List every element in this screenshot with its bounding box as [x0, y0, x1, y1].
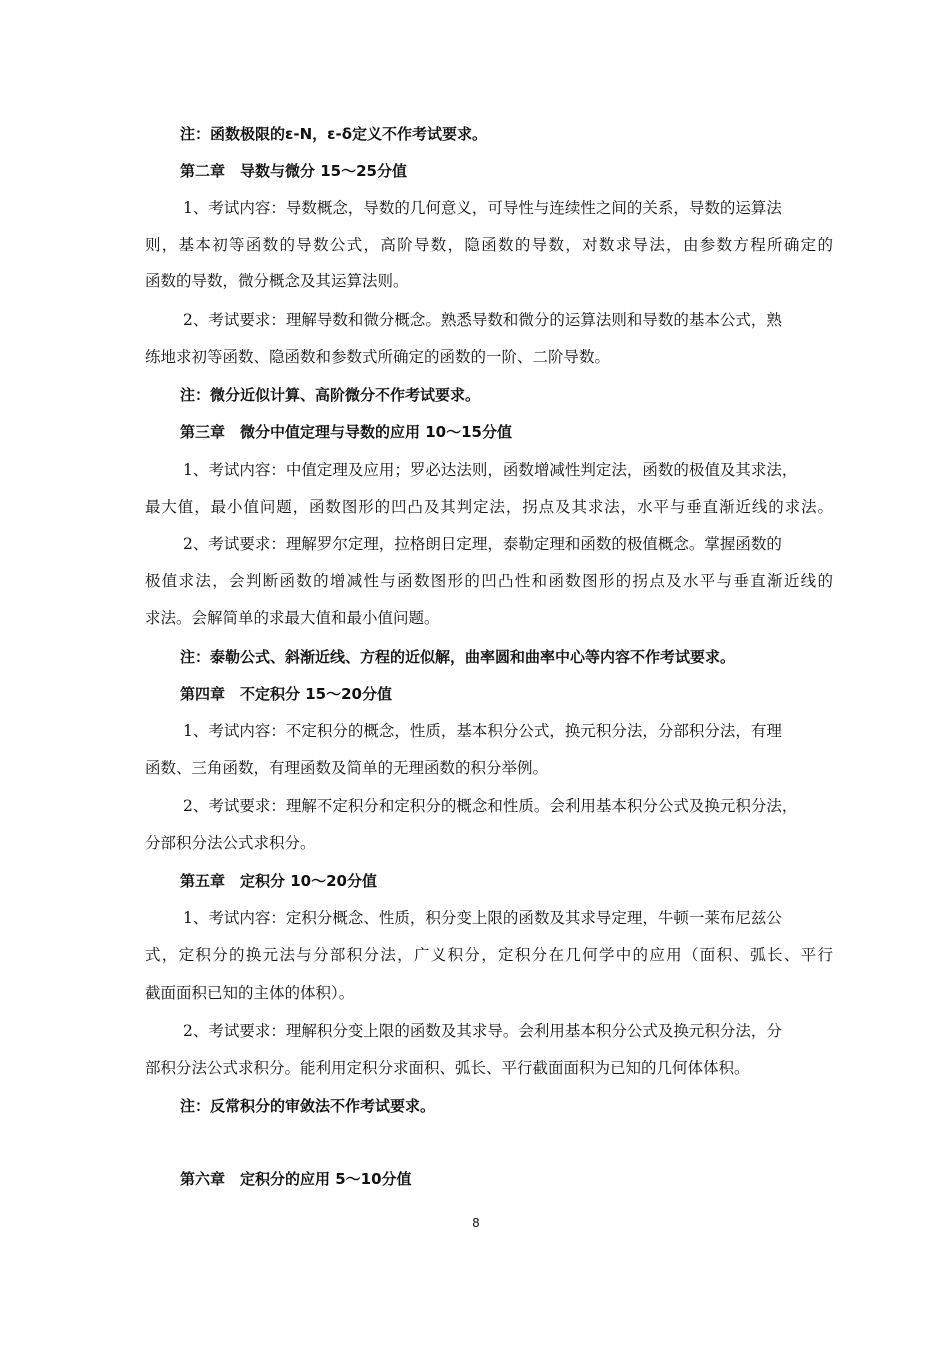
note-differential: 注：微分近似计算、高阶微分不作考试要求。 — [180, 386, 481, 404]
ch4-content-line-2: 函数、三角函数，有理函数及简单的无理函数的积分举例。 — [145, 759, 549, 777]
ch2-content-line-1: 1、考试内容：导数概念，导数的几何意义，可导性与连续性之间的关系，导数的运算法 — [183, 199, 782, 217]
ch5-content-line-3: 截面面积已知的主体的体积）。 — [145, 984, 355, 1002]
ch4-requirement-line-1: 2、考试要求：理解不定积分和定积分的概念和性质。会利用基本积分公式及换元积分法， — [183, 797, 798, 815]
chapter-6-heading: 第六章 定积分的应用 5～10分值 — [180, 1170, 412, 1188]
ch2-content-line-3: 函数的导数，微分概念及其运算法则。 — [145, 272, 409, 290]
ch3-requirement-line-1: 2、考试要求：理解罗尔定理，拉格朗日定理，泰勒定理和函数的极值概念。掌握函数的 — [183, 535, 782, 553]
ch3-requirement-line-2: 极值求法，会判断函数的增减性与函数图形的凹凸性和函数图形的拐点及水平与垂直渐近线的 — [145, 572, 833, 590]
chapter-4-heading: 第四章 不定积分 15～20分值 — [180, 685, 392, 703]
ch2-requirement-line-2: 练地求初等函数、隐函数和参数式所确定的函数的一阶、二阶导数。 — [145, 348, 611, 366]
note-improper-integral: 注：反常积分的审敛法不作考试要求。 — [180, 1097, 436, 1115]
ch3-content-line-2: 最大值，最小值问题，函数图形的凹凸及其判定法，拐点及其求法，水平与垂直渐近线的求法。 — [145, 498, 833, 516]
note-taylor: 注：泰勒公式、斜渐近线、方程的近似解，曲率圆和曲率中心等内容不作考试要求。 — [180, 648, 736, 666]
ch3-content-line-1: 1、考试内容：中值定理及应用；罗必达法则，函数增减性判定法，函数的极值及其求法， — [183, 461, 798, 479]
ch2-requirement-line-1: 2、考试要求：理解导数和微分概念。熟悉导数和微分的运算法则和导数的基本公式，熟 — [183, 311, 782, 329]
ch5-content-line-2: 式，定积分的换元法与分部积分法，广义积分，定积分在几何学中的应用（面积、弧长、平行 — [145, 946, 833, 964]
ch5-content-line-1: 1、考试内容：定积分概念、性质，积分变上限的函数及其求导定理，牛顿一莱布尼兹公 — [183, 909, 782, 927]
ch3-requirement-line-3: 求法。会解简单的求最大值和最小值问题。 — [145, 609, 440, 627]
ch4-content-line-1: 1、考试内容：不定积分的概念，性质，基本积分公式，换元积分法，分部积分法，有理 — [183, 722, 782, 740]
ch4-requirement-line-2: 分部积分法公式求积分。 — [145, 834, 316, 852]
ch5-requirement-line-1: 2、考试要求：理解积分变上限的函数及其求导。会利用基本积分公式及换元积分法，分 — [183, 1022, 782, 1040]
note-limit-definition: 注：函数极限的ε-N，ε-δ定义不作考试要求。 — [180, 125, 488, 143]
chapter-2-heading: 第二章 导数与微分 15～25分值 — [180, 162, 407, 180]
ch5-requirement-line-2: 部积分法公式求积分。能利用定积分求面积、弧长、平行截面面积为已知的几何体体积。 — [145, 1059, 750, 1077]
ch2-content-line-2: 则，基本初等函数的导数公式，高阶导数，隐函数的导数，对数求导法，由参数方程所确定的 — [145, 236, 833, 254]
chapter-5-heading: 第五章 定积分 10～20分值 — [180, 872, 377, 890]
chapter-3-heading: 第三章 微分中值定理与导数的应用 10～15分值 — [180, 423, 512, 441]
page-number: 8 — [472, 1216, 480, 1230]
